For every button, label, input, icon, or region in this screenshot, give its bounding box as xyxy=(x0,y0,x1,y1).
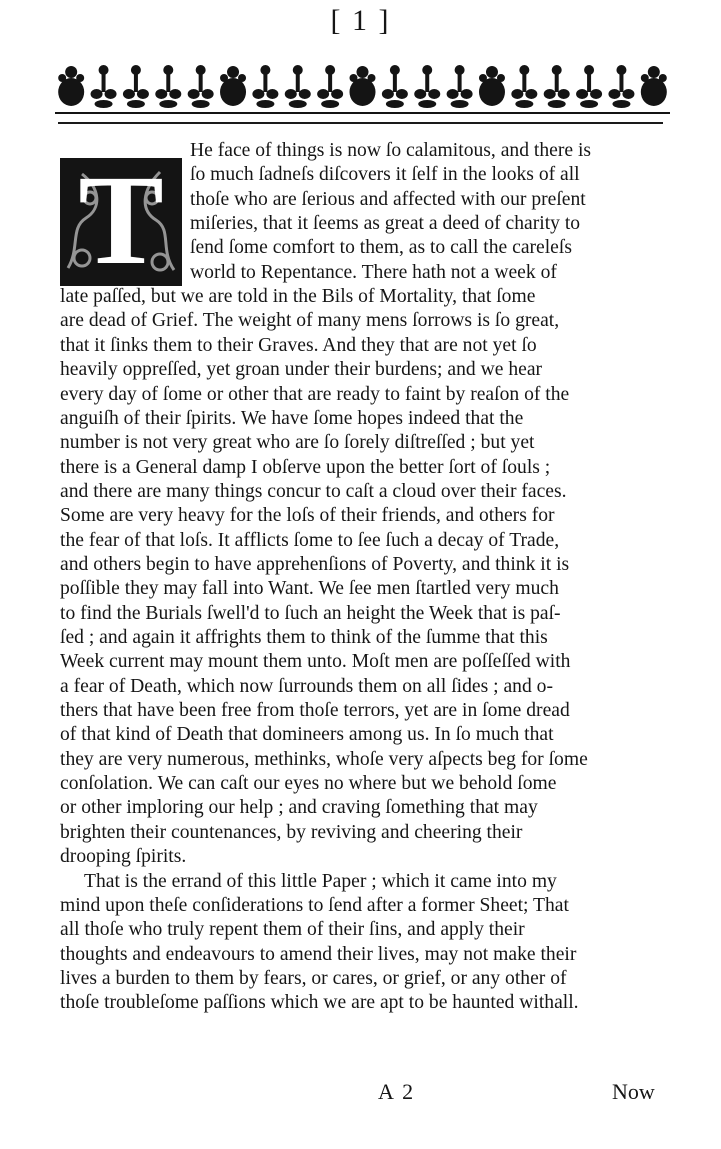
text-line: world to Repentance. There hath not a week of xyxy=(190,261,557,283)
text-line: of that kind of Death that domineers among us. In ſo much that xyxy=(60,724,554,746)
text-line: thers that have been free from thoſe terrors, yet are in ſome dread xyxy=(60,700,570,722)
text-line: thoſe who are ſerious and affected with our preſent xyxy=(190,188,586,210)
signature-mark: A 2 xyxy=(378,1079,416,1104)
text-line: number is not very great who are ſo ſorely diſtreſſed ; but yet xyxy=(60,432,535,454)
text-line: late paſſed, but we are told in the Bils of Mortality, that ſome xyxy=(60,286,536,308)
text-line: ſend ſome comfort to them, as to call the careleſs xyxy=(190,237,572,259)
text-line: thoughts and endeavours to amend their lives, may not make their xyxy=(60,943,577,965)
text-line: or other imploring our help ; and craving ſomething that may xyxy=(60,797,538,819)
text-line: lives a burden to them by fears, or cares, or grief, or any other of xyxy=(60,967,567,989)
text-line: He face of things is now ſo calamitous, and there is xyxy=(190,140,592,161)
text-line: that it ſinks them to their Graves. And they that are not yet ſo xyxy=(60,334,537,356)
text-line: are dead of Grief. The weight of many mens ſorrows is ſo great, xyxy=(60,310,560,332)
text-line: Some are very heavy for the loſs of their friends, and others for xyxy=(60,505,555,527)
text-line: a fear of Death, which now ſurrounds them on all ſides ; and o- xyxy=(60,675,553,697)
text-line: thoſe troubleſome paſſions which we are apt to be haunted withall. xyxy=(60,992,579,1014)
text-line: Week current may mount them unto. Moſt men are poſſeſſed with xyxy=(60,651,571,673)
text-line: and there are many things concur to caſt a cloud over their faces. xyxy=(60,480,567,502)
text-line: to find the Burials ſwell'd to ſuch an height the Week that is paſ- xyxy=(60,602,561,624)
catchword: Now xyxy=(612,1079,655,1104)
text-line: conſolation. We can caſt our eyes no where but we behold ſome xyxy=(60,773,557,795)
text-line: and others begin to have apprehenſions of Poverty, and think it is xyxy=(60,553,570,575)
text-line: ſo much ſadneſs diſcovers it ſelf in the looks of all xyxy=(190,164,580,186)
text-line: brighten their countenances, by reviving and cheering their xyxy=(60,821,523,843)
text-line: all thoſe who truly repent them of their ſins, and apply their xyxy=(60,919,525,941)
text-line: drooping ſpirits. xyxy=(60,846,187,868)
text-line: heavily oppreſſed, yet groan under their burdens; and we hear xyxy=(60,359,543,381)
text-line: every day of ſome or other that are ready to faint by reaſon of the xyxy=(60,383,570,405)
text-line: That is the errand of this little Paper ; which it came into my xyxy=(84,870,557,892)
text-line: the fear of that loſs. It afflicts ſome to ſee ſuch a decay of Trade, xyxy=(60,529,560,551)
text-line: ſed ; and again it affrights them to think of the ſumme that this xyxy=(60,627,548,648)
text-line: there is a General damp I obſerve upon the better ſort of ſouls ; xyxy=(60,456,551,478)
text-line: poſſible they may fall into Want. We ſee men ſtartled very much xyxy=(60,578,559,600)
page-number: [ 1 ] xyxy=(330,4,391,37)
text-line: they are very numerous, methinks, whoſe very aſpects beg for ſome xyxy=(60,748,588,770)
initial-letter: T xyxy=(78,158,164,286)
text-line: anguiſh of their ſpirits. We have ſome hopes indeed that the xyxy=(60,407,524,429)
text-line: miſeries, that it ſeems as great a deed of charity to xyxy=(190,213,581,235)
text-line: mind upon theſe conſiderations to ſend after a former Sheet; That xyxy=(60,894,569,916)
